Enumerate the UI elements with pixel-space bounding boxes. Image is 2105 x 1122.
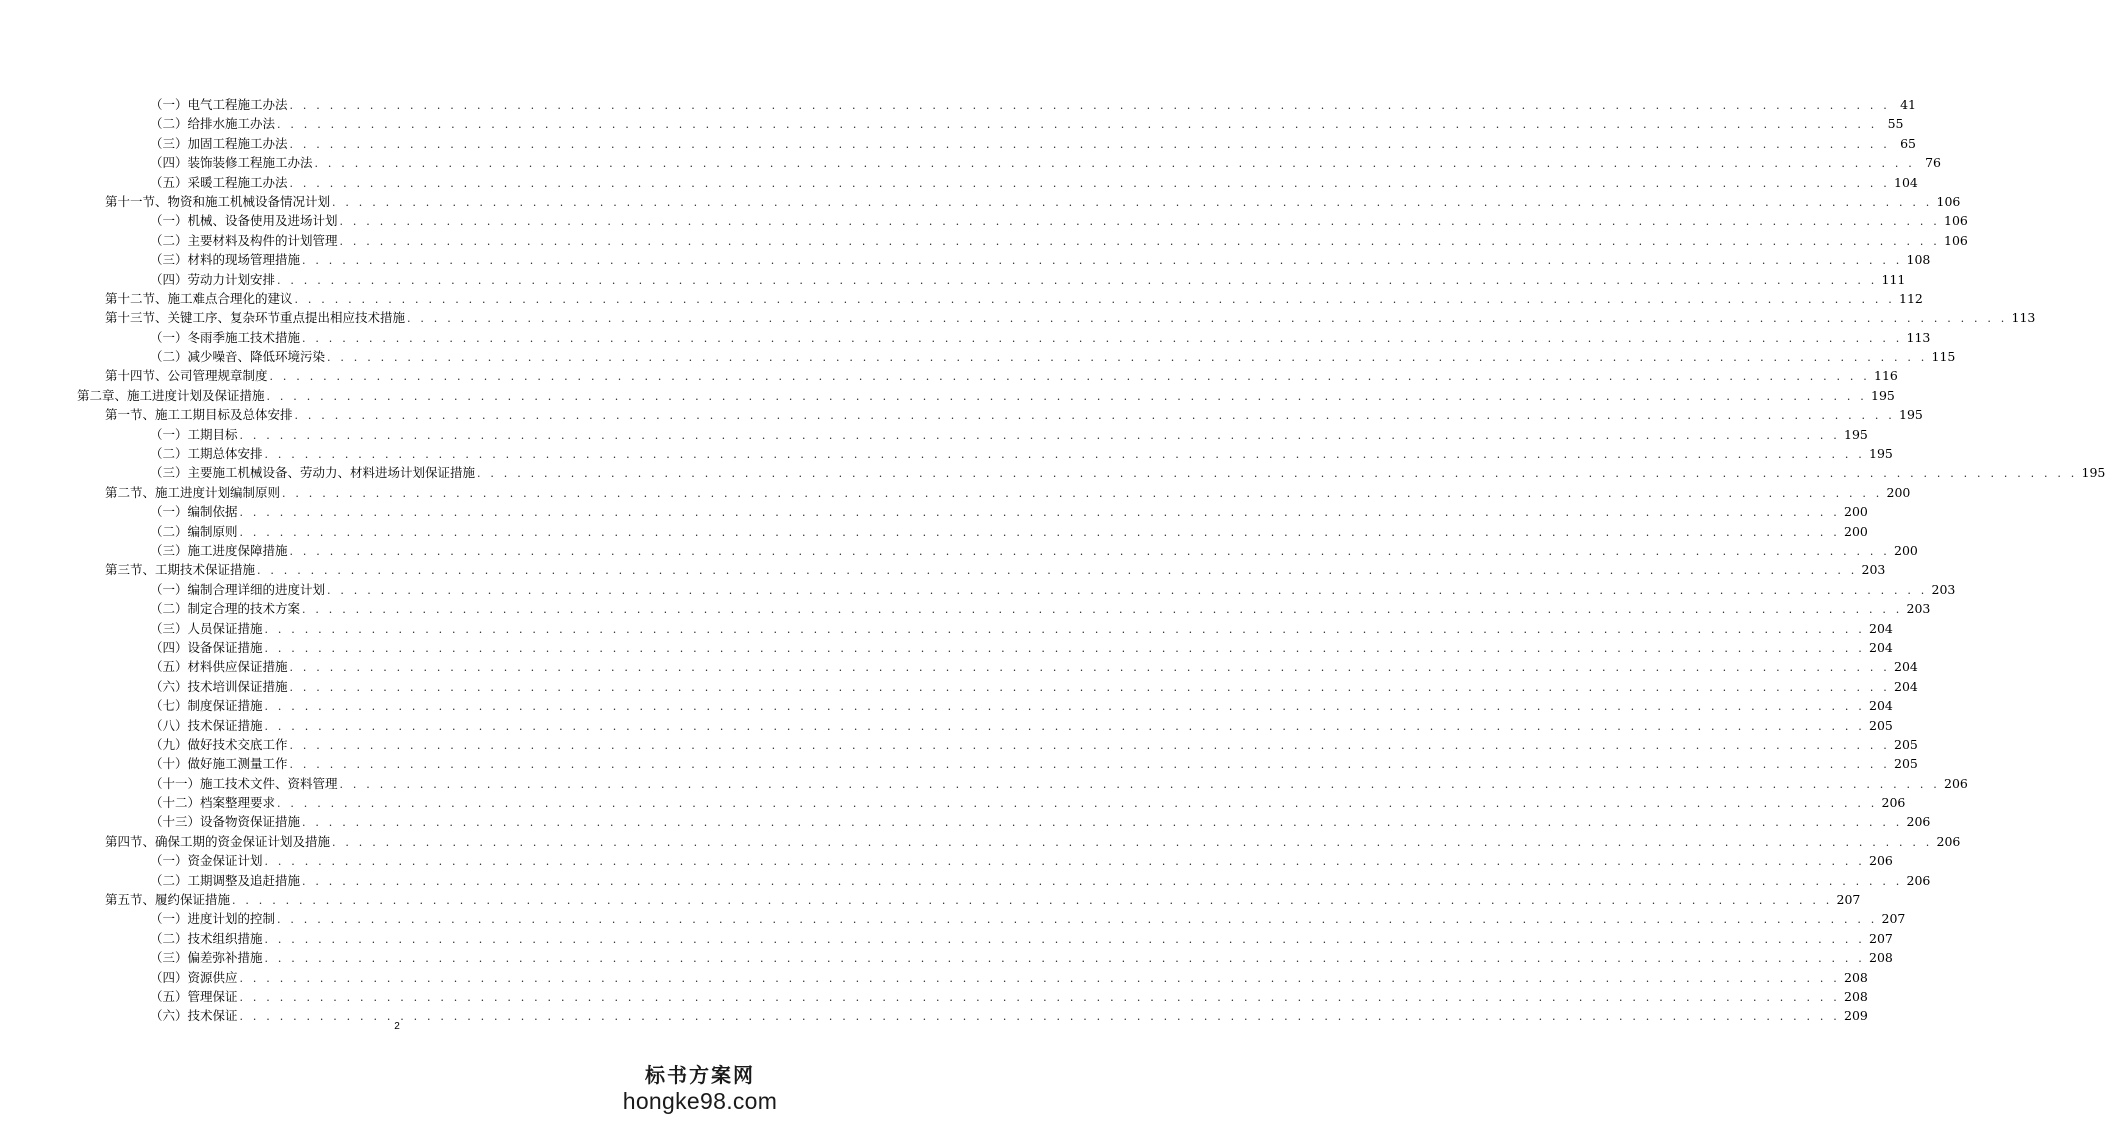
toc-entry-page: 200 (1844, 523, 1868, 539)
toc-entry-page: 206 (1906, 814, 1931, 830)
toc-leader-dots: . . . . . . . . . . . . . . . . . . . . . . . . . . . . . . . . . . . . . . . . . . . . . . . . . . . . . . . . . . . . . . . . . . . . . . . . . . . . . . . . . . . . . . . . . . . . . . . . . . . . . . . . . . . . . . . . . . . . . . . . (294, 292, 1895, 306)
toc-entry-item[interactable] (0, 425, 1868, 444)
toc-entry-label: （四）劳动力计划安排 (150, 270, 277, 289)
toc-entry-label: （八）技术保证措施 (150, 716, 265, 735)
toc-leader-dots: . . . . . . . . . . . . . . . . . . . . . . . . . . . . . . . . . . . . . . . . . . . . . . . . . . . . . . . . . . . . . . . . . . . . . . . . . . . . . . . . . . . . . . . . . . . . . . . . . . . . . . . . . . . . . . . . . . . . . . . . (264, 448, 1865, 462)
toc-leader-dots: . . . . . . . . . . . . . . . . . . . . . . . . . . . . . . . . . . . . . . . . . . . . . . . . . . . . . . . . . . . . . . . . . . . . . . . . . . . . . . . . . . . . . . . . . . . . . . . . . . . . . . . . . . . . . . . . . . . . . . . . (327, 583, 1928, 597)
toc-entry-label: （一）进度计划的控制 (150, 909, 277, 928)
toc-entry-label: （十）做好施工测量工作 (150, 754, 290, 773)
toc-leader-dots: . . . . . . . . . . . . . . . . . . . . . . . . . . . . . . . . . . . . . . . . . . . . . . . . . . . . . . . . . . . . . . . . . . . . . . . . . . . . . . . . . . . . . . . . . . . . . . . . . . . . . . . . . . . . . . . . . . . . . . . . (277, 273, 1878, 287)
toc-entry-item[interactable] (0, 657, 1918, 676)
toc-entry-page: 205 (1894, 756, 1918, 772)
toc-leader-dots: . . . . . . . . . . . . . . . . . . . . . . . . . . . . . . . . . . . . . . . . . . . . . . . . . . . . . . . . . . . . . . . . . . . . . . . . . . . . . . . . . . . . . . . . . . . . . . . . . . . . . . . . . . . . . . . . . . . . . . . . (477, 467, 2078, 481)
toc-entry-label: （一）冬雨季施工技术措施 (150, 328, 302, 347)
toc-entry-label: （三）材料的现场管理措施 (150, 250, 302, 269)
toc-entry-item[interactable] (0, 580, 1956, 599)
table-of-contents (0, 95, 2105, 1026)
toc-entry-item[interactable] (0, 541, 1918, 560)
toc-entry-page: 203 (1906, 601, 1931, 617)
toc-leader-dots: . . . . . . . . . . . . . . . . . . . . . . . . . . . . . . . . . . . . . . . . . . . . . . . . . . . . . . . . . . . . . . . . . . . . . . . . . . . . . . . . . . . . . . . . . . . . . . . . . . . . . . . . . . . . . . . . . . . . . . . . (277, 797, 1878, 811)
toc-entry-label: 第十三节、关键工序、复杂环节重点提出相应技术措施 (105, 308, 407, 327)
toc-entry-label: 第五节、履约保证措施 (105, 890, 232, 909)
toc-entry-page: 76 (1925, 155, 1941, 171)
toc-entry-page: 200 (1894, 542, 1918, 558)
toc-entry-page: 203 (1861, 562, 1886, 578)
toc-entry-item[interactable] (0, 677, 1918, 696)
toc-entry-section[interactable] (0, 192, 1961, 211)
toc-entry-item[interactable] (0, 599, 1931, 618)
toc-entry-label: 第一节、施工工期目标及总体安排 (105, 405, 295, 424)
toc-entry-page: 41 (1900, 97, 1916, 112)
toc-entry-page: 195 (2081, 465, 2105, 481)
toc-leader-dots: . . . . . . . . . . . . . . . . . . . . . . . . . . . . . . . . . . . . . . . . . . . . . . . . . . . . . . . . . . . . . . . . . . . . . . . . . . . . . . . . . . . . . . . . . . . . . . . . . . . . . . . . . . . . . . . . . . . . . . . . (277, 913, 1878, 927)
toc-entry-item[interactable] (0, 909, 1906, 928)
toc-entry-item[interactable] (0, 871, 1931, 890)
toc-entry-item[interactable] (0, 463, 2105, 482)
toc-entry-section[interactable] (0, 560, 1886, 579)
toc-entry-label: （二）编制原则 (150, 522, 240, 541)
toc-leader-dots: . . . . . . . . . . . . . . . . . . . . . . . . . . . . . . . . . . . . . . . . . . . . . . . . . . . . . . . . . . . . . . . . . . . . . . . . . . . . . . . . . . . . . . . . . . . . . . . . . . . . . . . . . . . . . . . . . . . . . . . . (302, 874, 1903, 888)
toc-entry-item[interactable] (0, 754, 1918, 773)
toc-leader-dots: . . . . . . . . . . . . . . . . . . . . . . . . . . . . . . . . . . . . . . . . . . . . . . . . . . . . . . . . . . . . . . . . . . . . . . . . . . . . . . . . . . . . . . . . . . . . . . . . . . . . . . . . . . . . . . . . . . . . . . . . (264, 952, 1865, 966)
toc-leader-dots: . . . . . . . . . . . . . . . . . . . . . . . . . . . . . . . . . . . . . . . . . . . . . . . . . . . . . . . . . . . . . . . . . . . . . . . . . . . . . . . . . . . . . . . . . . . . . . . . . . . . . . . . . . . . . . . . . . . . . . . . (289, 99, 1890, 112)
toc-entry-section[interactable] (0, 308, 2036, 327)
toc-entry-section[interactable] (0, 832, 1961, 851)
toc-entry-page: 203 (1931, 581, 1956, 597)
toc-entry-label: （二）主要材料及构件的计划管理 (150, 231, 340, 250)
toc-entry-item[interactable] (0, 153, 1941, 172)
toc-entry-item[interactable] (0, 444, 1893, 463)
toc-leader-dots: . . . . . . . . . . . . . . . . . . . . . . . . . . . . . . . . . . . . . . . . . . . . . . . . . . . . . . . . . . . . . . . . . . . . . . . . . . . . . . . . . . . . . . . . . . . . . . . . . . . . . . . . . . . . . . . . . . . . . . . . (302, 603, 1903, 617)
toc-leader-dots: . . . . . . . . . . . . . . . . . . . . . . . . . . . . . . . . . . . . . . . . . . . . . . . . . . . . . . . . . . . . . . . . . . . . . . . . . . . . . . . . . . . . . . . . . . . . . . . . . . . . . . . . . . . . . . . . . . . . . . . . (289, 544, 1890, 558)
toc-entry-label: 第十一节、物资和施工机械设备情况计划 (105, 192, 332, 211)
toc-entry-page: 113 (1906, 329, 1931, 345)
toc-entry-label: （七）制度保证措施 (150, 696, 265, 715)
toc-entry-page: 106 (1944, 213, 1968, 229)
toc-entry-page: 206 (1936, 833, 1961, 849)
toc-leader-dots: . . . . . . . . . . . . . . . . . . . . . . . . . . . . . . . . . . . . . . . . . . . . . . . . . . . . . . . . . . . . . . . . . . . . . . . . . . . . . . . . . . . . . . . . . . . . . . . . . . . . . . . . . . . . . . . . . . . . . . . . (302, 816, 1903, 830)
toc-entry-item[interactable] (0, 812, 1931, 831)
toc-entry-label: （二）工期调整及追赶措施 (150, 871, 302, 890)
toc-leader-dots: . . . . . . . . . . . . . . . . . . . . . . . . . . . . . . . . . . . . . . . . . . . . . . . . . . . . . . . . . . . . . . . . . . . . . . . . . . . . . . . . . . . . . . . . . . . . . . . . . . . . . . . . . . . . . . . . . . . . . . . . (239, 990, 1840, 1004)
toc-entry-page: 207 (1881, 911, 1906, 927)
toc-entry-section[interactable] (0, 289, 1923, 308)
toc-entry-page: 205 (1869, 717, 1893, 733)
toc-entry-item[interactable] (0, 522, 1868, 541)
toc-leader-dots: . . . . . . . . . . . . . . . . . . . . . . . . . . . . . . . . . . . . . . . . . . . . . . . . . . . . . . . . . . . . . . . . . . . . . . . . . . . . . . . . . . . . . . . . . . . . . . . . . . . . . . . . . . . . . . . . . . . . . . . . (257, 564, 1858, 578)
toc-leader-dots: . . . . . . . . . . . . . . . . . . . . . . . . . . . . . . . . . . . . . . . . . . . . . . . . . . . . . . . . . . . . . . . . . . . . . . . . . . . . . . . . . . . . . . . . . . . . . . . . . . . . . . . . . . . . . . . . . . . . . . . . (327, 351, 1928, 365)
toc-leader-dots: . . . . . . . . . . . . . . . . . . . . . . . . . . . . . . . . . . . . . . . . . . . . . . . . . . . . . . . . . . . . . . . . . . . . . . . . . . . . . . . . . . . . . . . . . . . . . . . . . . . . . . . . . . . . . . . . . . . . . . . . (264, 932, 1865, 946)
toc-entry-label: （六）技术保证 (150, 1006, 240, 1025)
toc-leader-dots: . . . . . . . . . . . . . . . . . . . . . . . . . . . . . . . . . . . . . . . . . . . . . . . . . . . . . . . . . . . . . . . . . . . . . . . . . . . . . . . . . . . . . . . . . . . . . . . . . . . . . . . . . . . . . . . . . . . . . . . . (407, 312, 2008, 326)
toc-entry-item[interactable] (0, 851, 1893, 870)
toc-leader-dots: . . . . . . . . . . . . . . . . . . . . . . . . . . . . . . . . . . . . . . . . . . . . . . . . . . . . . . . . . . . . . . . . . . . . . . . . . . . . . . . . . . . . . . . . . . . . . . . . . . . . . . . . . . . . . . . . . . . . . . . . (266, 389, 1867, 403)
toc-entry-page: 104 (1894, 174, 1918, 190)
toc-entry-page: 205 (1894, 736, 1918, 752)
toc-entry-section[interactable] (0, 890, 1861, 909)
toc-entry-page: 206 (1881, 795, 1906, 811)
watermark (620, 1062, 780, 1114)
toc-entry-item[interactable] (0, 619, 1893, 638)
toc-entry-page: 111 (1881, 271, 1906, 287)
toc-leader-dots: . . . . . . . . . . . . . . . . . . . . . . . . . . . . . . . . . . . . . . . . . . . . . . . . . . . . . . . . . . . . . . . . . . . . . . . . . . . . . . . . . . . . . . . . . . . . . . . . . . . . . . . . . . . . . . . . . . . . . . . . (339, 215, 1940, 229)
toc-leader-dots: . . . . . . . . . . . . . . . . . . . . . . . . . . . . . . . . . . . . . . . . . . . . . . . . . . . . . . . . . . . . . . . . . . . . . . . . . . . . . . . . . . . . . . . . . . . . . . . . . . . . . . . . . . . . . . . . . . . . . . . . (289, 661, 1890, 675)
toc-leader-dots: . . . . . . . . . . . . . . . . . . . . . . . . . . . . . . . . . . . . . . . . . . . . . . . . . . . . . . . . . . . . . . . . . . . . . . . . . . . . . . . . . . . . . . . . . . . . . . . . . . . . . . . . . . . . . . . . . . . . . . . . (239, 1010, 1840, 1024)
toc-entry-item[interactable] (0, 114, 1904, 133)
toc-leader-dots: . . . . . . . . . . . . . . . . . . . . . . . . . . . . . . . . . . . . . . . . . . . . . . . . . . . . . . . . . . . . . . . . . . . . . . . . . . . . . . . . . . . . . . . . . . . . . . . . . . . . . . . . . . . . . . . . . . . . . . . . (239, 525, 1840, 539)
toc-entry-page: 204 (1869, 698, 1893, 714)
toc-entry-label: （二）制定合理的技术方案 (150, 599, 302, 618)
toc-leader-dots: . . . . . . . . . . . . . . . . . . . . . . . . . . . . . . . . . . . . . . . . . . . . . . . . . . . . . . . . . . . . . . . . . . . . . . . . . . . . . . . . . . . . . . . . . . . . . . . . . . . . . . . . . . . . . . . . . . . . . . . . (264, 719, 1865, 733)
toc-entry-label: （二）减少噪音、降低环境污染 (150, 347, 327, 366)
toc-entry-item[interactable] (0, 328, 1931, 347)
toc-entry-label: 第二节、施工进度计划编制原则 (105, 483, 282, 502)
toc-entry-page: 112 (1899, 290, 1923, 306)
toc-entry-chapter[interactable] (0, 386, 1895, 405)
toc-entry-page: 65 (1900, 135, 1916, 151)
toc-leader-dots: . . . . . . . . . . . . . . . . . . . . . . . . . . . . . . . . . . . . . . . . . . . . . . . . . . . . . . . . . . . . . . . . . . . . . . . . . . . . . . . . . . . . . . . . . . . . . . . . . . . . . . . . . . . . . . . . . . . . . . . . (302, 254, 1903, 268)
toc-leader-dots: . . . . . . . . . . . . . . . . . . . . . . . . . . . . . . . . . . . . . . . . . . . . . . . . . . . . . . . . . . . . . . . . . . . . . . . . . . . . . . . . . . . . . . . . . . . . . . . . . . . . . . . . . . . . . . . . . . . . . . . . (289, 137, 1890, 151)
toc-entry-page: 204 (1869, 620, 1893, 636)
toc-leader-dots: . . . . . . . . . . . . . . . . . . . . . . . . . . . . . . . . . . . . . . . . . . . . . . . . . . . . . . . . . . . . . . . . . . . . . . . . . . . . . . . . . . . . . . . . . . . . . . . . . . . . . . . . . . . . . . . . . . . . . . . . (239, 428, 1840, 442)
toc-entry-label: （三）偏差弥补措施 (150, 948, 265, 967)
toc-entry-label: （五）材料供应保证措施 (150, 657, 290, 676)
toc-entry-label: （一）编制依据 (150, 502, 240, 521)
toc-entry-page: 204 (1894, 678, 1918, 694)
toc-entry-label: （十二）档案整理要求 (150, 793, 277, 812)
toc-entry-item[interactable] (0, 987, 1868, 1006)
toc-entry-label: 第三节、工期技术保证措施 (105, 560, 257, 579)
toc-entry-page: 206 (1944, 775, 1968, 791)
toc-entry-item[interactable] (0, 716, 1893, 735)
toc-leader-dots: . . . . . . . . . . . . . . . . . . . . . . . . . . . . . . . . . . . . . . . . . . . . . . . . . . . . . . . . . . . . . . . . . . . . . . . . . . . . . . . . . . . . . . . . . . . . . . . . . . . . . . . . . . . . . . . . . . . . . . . . (332, 835, 1933, 849)
toc-entry-item[interactable] (0, 696, 1893, 715)
toc-leader-dots: . . . . . . . . . . . . . . . . . . . . . . . . . . . . . . . . . . . . . . . . . . . . . . . . . . . . . . . . . . . . . . . . . . . . . . . . . . . . . . . . . . . . . . . . . . . . . . . . . . . . . . . . . . . . . . . . . . . . . . . . (332, 195, 1933, 209)
toc-leader-dots: . . . . . . . . . . . . . . . . . . . . . . . . . . . . . . . . . . . . . . . . . . . . . . . . . . . . . . . . . . . . . . . . . . . . . . . . . . . . . . . . . . . . . . . . . . . . . . . . . . . . . . . . . . . . . . . . . . . . . . . . (282, 486, 1883, 500)
toc-entry-item[interactable] (0, 929, 1893, 948)
toc-leader-dots: . . . . . . . . . . . . . . . . . . . . . . . . . . . . . . . . . . . . . . . . . . . . . . . . . . . . . . . . . . . . . . . . . . . . . . . . . . . . . . . . . . . . . . . . . . . . . . . . . . . . . . . . . . . . . . . . . . . . . . . . (264, 700, 1865, 714)
watermark-title: 标书方案网 (645, 1063, 755, 1087)
toc-entry-page: 195 (1871, 387, 1895, 403)
toc-entry-label: （十一）施工技术文件、资料管理 (150, 774, 340, 793)
toc-entry-label: 第十四节、公司管理规章制度 (105, 366, 270, 385)
toc-leader-dots: . . . . . . . . . . . . . . . . . . . . . . . . . . . . . . . . . . . . . . . . . . . . . . . . . . . . . . . . . . . . . . . . . . . . . . . . . . . . . . . . . . . . . . . . . . . . . . . . . . . . . . . . . . . . . . . . . . . . . . . . (314, 157, 1915, 171)
toc-entry-page: 204 (1869, 639, 1893, 655)
toc-leader-dots: . . . . . . . . . . . . . . . . . . . . . . . . . . . . . . . . . . . . . . . . . . . . . . . . . . . . . . . . . . . . . . . . . . . . . . . . . . . . . . . . . . . . . . . . . . . . . . . . . . . . . . . . . . . . . . . . . . . . . . . . (302, 331, 1903, 345)
toc-entry-page: 195 (1899, 407, 1923, 423)
toc-entry-page: 207 (1836, 892, 1861, 908)
toc-leader-dots: . . . . . . . . . . . . . . . . . . . . . . . . . . . . . . . . . . . . . . . . . . . . . . . . . . . . . . . . . . . . . . . . . . . . . . . . . . . . . . . . . . . . . . . . . . . . . . . . . . . . . . . . . . . . . . . . . . . . . . . . (269, 370, 1870, 384)
toc-leader-dots: . . . . . . . . . . . . . . . . . . . . . . . . . . . . . . . . . . . . . . . . . . . . . . . . . . . . . . . . . . . . . . . . . . . . . . . . . . . . . . . . . . . . . . . . . . . . . . . . . . . . . . . . . . . . . . . . . . . . . . . . (277, 118, 1878, 132)
toc-entry-page: 208 (1844, 988, 1868, 1004)
toc-entry-label: （二）工期总体安排 (150, 444, 265, 463)
toc-entry-item[interactable] (0, 638, 1893, 657)
toc-entry-page: 206 (1906, 872, 1931, 888)
toc-entry-page: 200 (1844, 504, 1868, 520)
toc-leader-dots: . . . . . . . . . . . . . . . . . . . . . . . . . . . . . . . . . . . . . . . . . . . . . . . . . . . . . . . . . . . . . . . . . . . . . . . . . . . . . . . . . . . . . . . . . . . . . . . . . . . . . . . . . . . . . . . . . . . . . . . . (264, 641, 1865, 655)
toc-entry-label: （一）编制合理详细的进度计划 (150, 580, 327, 599)
toc-entry-label: （六）技术培训保证措施 (150, 677, 290, 696)
toc-entry-page: 55 (1887, 116, 1904, 132)
toc-entry-label: （四）资源供应 (150, 968, 240, 987)
toc-entry-page: 195 (1869, 446, 1893, 462)
toc-leader-dots: . . . . . . . . . . . . . . . . . . . . . . . . . . . . . . . . . . . . . . . . . . . . . . . . . . . . . . . . . . . . . . . . . . . . . . . . . . . . . . . . . . . . . . . . . . . . . . . . . . . . . . . . . . . . . . . . . . . . . . . . (289, 758, 1890, 772)
toc-entry-page: 113 (2011, 310, 2036, 326)
toc-entry-label: （三）人员保证措施 (150, 619, 265, 638)
toc-entry-item[interactable] (0, 968, 1868, 987)
toc-leader-dots: . . . . . . . . . . . . . . . . . . . . . . . . . . . . . . . . . . . . . . . . . . . . . . . . . . . . . . . . . . . . . . . . . . . . . . . . . . . . . . . . . . . . . . . . . . . . . . . . . . . . . . . . . . . . . . . . . . . . . . . . (339, 777, 1940, 791)
toc-entry-label: （二）技术组织措施 (150, 929, 265, 948)
toc-entry-label: 第十二节、施工难点合理化的建议 (105, 289, 295, 308)
toc-entry-page: 116 (1874, 368, 1898, 384)
toc-leader-dots: . . . . . . . . . . . . . . . . . . . . . . . . . . . . . . . . . . . . . . . . . . . . . . . . . . . . . . . . . . . . . . . . . . . . . . . . . . . . . . . . . . . . . . . . . . . . . . . . . . . . . . . . . . . . . . . . . . . . . . . . (339, 234, 1940, 248)
toc-entry-label: 第四节、确保工期的资金保证计划及措施 (105, 832, 332, 851)
toc-entry-label: （五）管理保证 (150, 987, 240, 1006)
toc-entry-page: 206 (1869, 853, 1893, 869)
toc-entry-page: 208 (1869, 950, 1893, 966)
toc-entry-label: （四）设备保证措施 (150, 638, 265, 657)
toc-leader-dots: . . . . . . . . . . . . . . . . . . . . . . . . . . . . . . . . . . . . . . . . . . . . . . . . . . . . . . . . . . . . . . . . . . . . . . . . . . . . . . . . . . . . . . . . . . . . . . . . . . . . . . . . . . . . . . . . . . . . . . . . (289, 738, 1890, 752)
toc-entry-label: （二）给排水施工办法 (150, 114, 277, 133)
toc-entry-label: （一）资金保证计划 (150, 851, 265, 870)
toc-leader-dots: . . . . . . . . . . . . . . . . . . . . . . . . . . . . . . . . . . . . . . . . . . . . . . . . . . . . . . . . . . . . . . . . . . . . . . . . . . . . . . . . . . . . . . . . . . . . . . . . . . . . . . . . . . . . . . . . . . . . . . . . (239, 971, 1840, 985)
toc-entry-label: （五）采暖工程施工办法 (150, 173, 290, 192)
toc-entry-item[interactable] (0, 774, 1968, 793)
toc-entry-label: （四）装饰装修工程施工办法 (150, 153, 315, 172)
toc-entry-item[interactable] (0, 231, 1968, 250)
toc-entry-item[interactable] (0, 347, 1956, 366)
toc-entry-item[interactable] (0, 948, 1893, 967)
toc-entry-label: （三）施工进度保障措施 (150, 541, 290, 560)
toc-entry-label: （一）机械、设备使用及进场计划 (150, 211, 340, 230)
toc-entry-page: 195 (1844, 426, 1868, 442)
toc-entry-item[interactable] (0, 95, 1916, 114)
toc-entry-label: （十三）设备物资保证措施 (150, 812, 302, 831)
toc-entry-label: 第二章、施工进度计划及保证措施 (77, 386, 267, 405)
toc-entry-section[interactable] (0, 366, 1898, 385)
toc-entry-item[interactable] (0, 211, 1968, 230)
toc-entry-section[interactable] (0, 405, 1923, 424)
toc-entry-page: 204 (1894, 659, 1918, 675)
toc-entry-item[interactable] (0, 134, 1916, 153)
toc-entry-label: （九）做好技术交底工作 (150, 735, 290, 754)
toc-entry-item[interactable] (0, 793, 1906, 812)
toc-leader-dots: . . . . . . . . . . . . . . . . . . . . . . . . . . . . . . . . . . . . . . . . . . . . . . . . . . . . . . . . . . . . . . . . . . . . . . . . . . . . . . . . . . . . . . . . . . . . . . . . . . . . . . . . . . . . . . . . . . . . . . . . (264, 622, 1865, 636)
toc-entry-item[interactable] (0, 250, 1931, 269)
watermark-url: hongke98.com (622, 1088, 778, 1114)
toc-leader-dots: . . . . . . . . . . . . . . . . . . . . . . . . . . . . . . . . . . . . . . . . . . . . . . . . . . . . . . . . . . . . . . . . . . . . . . . . . . . . . . . . . . . . . . . . . . . . . . . . . . . . . . . . . . . . . . . . . . . . . . . . (239, 506, 1840, 520)
toc-leader-dots: . . . . . . . . . . . . . . . . . . . . . . . . . . . . . . . . . . . . . . . . . . . . . . . . . . . . . . . . . . . . . . . . . . . . . . . . . . . . . . . . . . . . . . . . . . . . . . . . . . . . . . . . . . . . . . . . . . . . . . . . (289, 176, 1890, 190)
toc-entry-page: 208 (1844, 969, 1868, 985)
page-number: 2 (394, 1021, 400, 1032)
toc-entry-item[interactable] (0, 270, 1906, 289)
toc-entry-label: （三）主要施工机械设备、劳动力、材料进场计划保证措施 (150, 463, 477, 482)
toc-leader-dots: . . . . . . . . . . . . . . . . . . . . . . . . . . . . . . . . . . . . . . . . . . . . . . . . . . . . . . . . . . . . . . . . . . . . . . . . . . . . . . . . . . . . . . . . . . . . . . . . . . . . . . . . . . . . . . . . . . . . . . . . (289, 680, 1890, 694)
toc-entry-page: 106 (1936, 193, 1961, 209)
toc-entry-page: 200 (1886, 484, 1911, 500)
toc-leader-dots: . . . . . . . . . . . . . . . . . . . . . . . . . . . . . . . . . . . . . . . . . . . . . . . . . . . . . . . . . . . . . . . . . . . . . . . . . . . . . . . . . . . . . . . . . . . . . . . . . . . . . . . . . . . . . . . . . . . . . . . . (232, 894, 1833, 908)
toc-entry-page: 106 (1944, 232, 1968, 248)
toc-entry-label: （一）电气工程施工办法 (150, 95, 290, 114)
toc-entry-page: 209 (1844, 1008, 1868, 1024)
toc-entry-page: 207 (1869, 930, 1893, 946)
toc-leader-dots: . . . . . . . . . . . . . . . . . . . . . . . . . . . . . . . . . . . . . . . . . . . . . . . . . . . . . . . . . . . . . . . . . . . . . . . . . . . . . . . . . . . . . . . . . . . . . . . . . . . . . . . . . . . . . . . . . . . . . . . . (264, 855, 1865, 869)
toc-entry-page: 108 (1906, 252, 1931, 268)
toc-entry-section[interactable] (0, 483, 1911, 502)
toc-entry-page: 115 (1931, 349, 1956, 365)
toc-entry-label: （一）工期目标 (150, 425, 240, 444)
toc-leader-dots: . . . . . . . . . . . . . . . . . . . . . . . . . . . . . . . . . . . . . . . . . . . . . . . . . . . . . . . . . . . . . . . . . . . . . . . . . . . . . . . . . . . . . . . . . . . . . . . . . . . . . . . . . . . . . . . . . . . . . . . . (294, 409, 1895, 423)
toc-entry-item[interactable] (0, 735, 1918, 754)
toc-entry-item[interactable] (0, 502, 1868, 521)
toc-entry-label: （三）加固工程施工办法 (150, 134, 290, 153)
toc-entry-item[interactable] (0, 173, 1918, 192)
